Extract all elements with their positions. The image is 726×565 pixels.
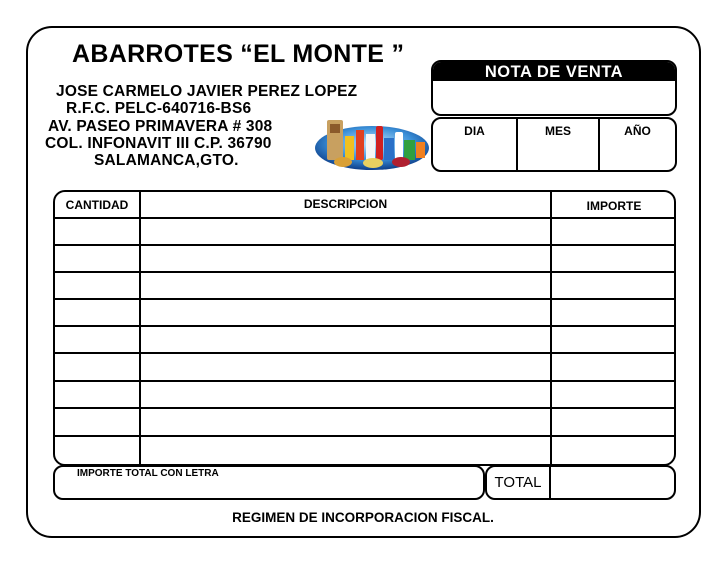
year-label: AÑO	[624, 124, 651, 138]
colony-line: COL. INFONAVIT III C.P. 36790	[45, 135, 272, 152]
row-divider	[55, 380, 674, 382]
day-label: DIA	[464, 124, 485, 138]
description-header: DESCRIPCION	[303, 197, 388, 211]
city-line: SALAMANCA,GTO.	[94, 152, 239, 169]
row-divider	[55, 435, 674, 437]
row-divider	[55, 217, 674, 219]
year-field[interactable]	[600, 119, 675, 170]
row-divider	[55, 352, 674, 354]
row-divider	[55, 271, 674, 273]
row-divider	[55, 407, 674, 409]
amount-in-words-label: IMPORTE TOTAL CON LETRA	[77, 468, 219, 479]
row-divider	[55, 325, 674, 327]
row-divider	[55, 244, 674, 246]
shop-name: ABARROTES “EL MONTE ”	[72, 40, 405, 68]
rfc-line: R.F.C. PELC-640716-BS6	[66, 100, 252, 117]
total-amount-field[interactable]	[551, 467, 674, 498]
month-field[interactable]	[518, 119, 600, 170]
date-box	[431, 117, 677, 172]
sale-note-title: NOTA DE VENTA	[433, 62, 675, 81]
day-field[interactable]	[433, 119, 518, 170]
total-box	[485, 465, 676, 500]
column-divider	[550, 192, 552, 464]
row-divider	[55, 298, 674, 300]
month-label: MES	[544, 124, 571, 138]
total-label: TOTAL	[487, 467, 551, 498]
sale-note-box	[431, 60, 677, 116]
column-divider	[139, 192, 141, 464]
quantity-header: CANTIDAD	[65, 198, 129, 212]
note-number-field[interactable]	[433, 81, 675, 114]
groceries-logo-image	[313, 112, 431, 172]
amount-header: IMPORTE	[586, 199, 642, 213]
items-table	[53, 190, 676, 466]
address-line: AV. PASEO PRIMAVERA # 308	[48, 118, 273, 135]
owner-name: JOSE CARMELO JAVIER PEREZ LOPEZ	[56, 83, 358, 100]
tax-regime-footer: REGIMEN DE INCORPORACION FISCAL.	[232, 510, 494, 525]
amount-in-words-field[interactable]	[53, 465, 485, 500]
